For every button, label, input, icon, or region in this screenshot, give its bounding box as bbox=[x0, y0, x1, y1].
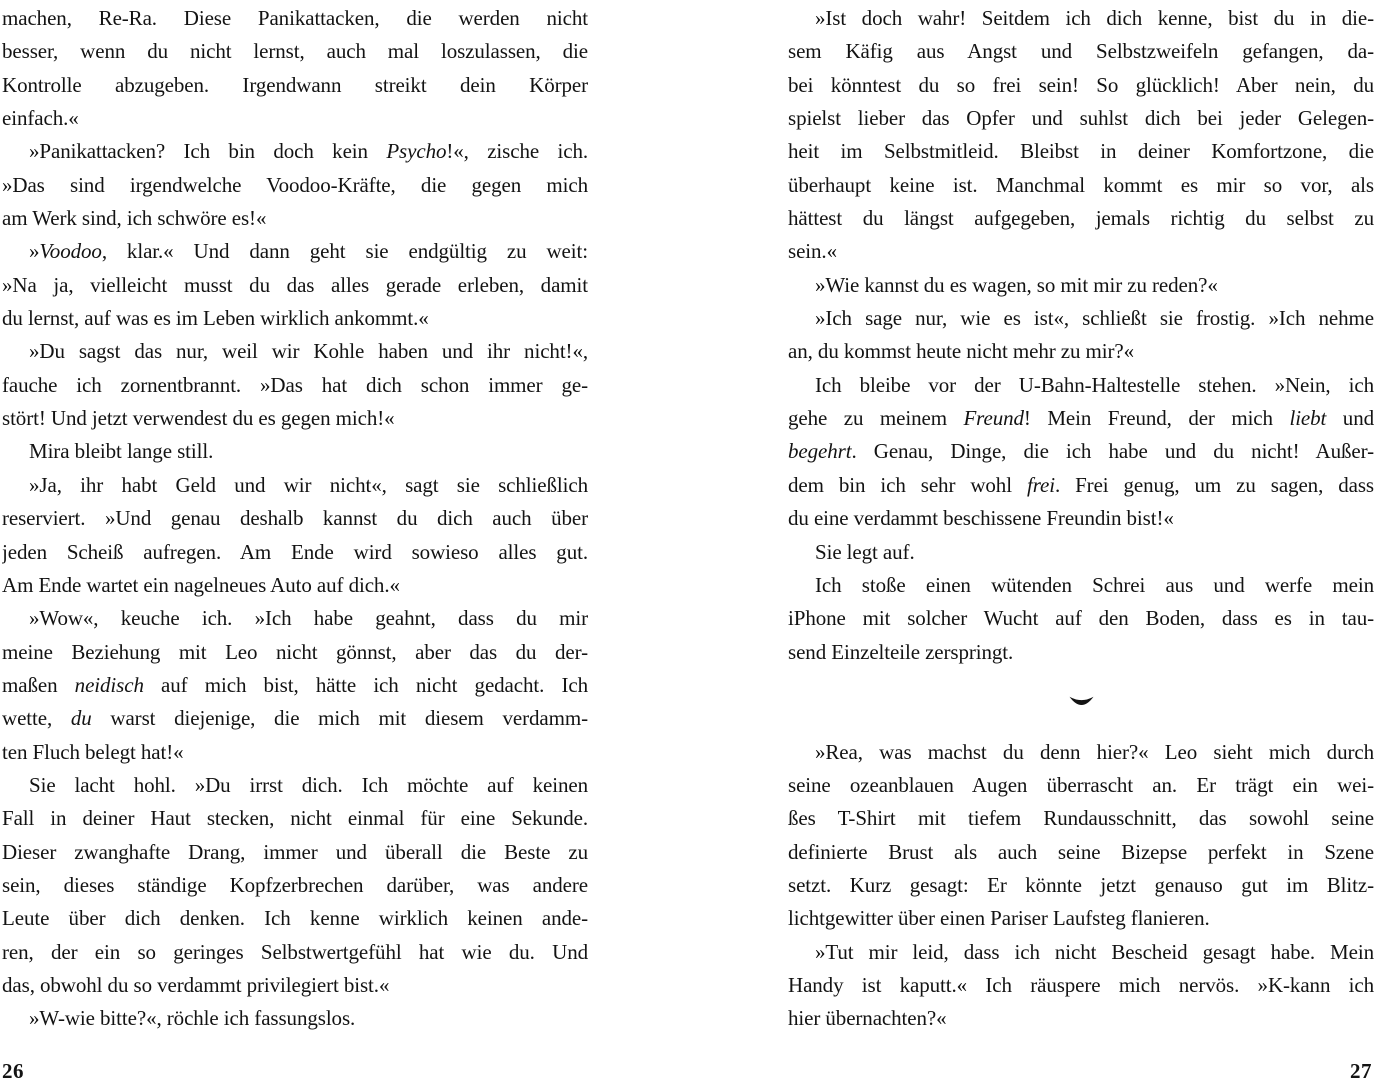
text-line: »Das sind irgendwelche Voodoo-Kräfte, die gegen mich bbox=[2, 172, 588, 197]
italic-text: liebt bbox=[1289, 406, 1327, 431]
text-line: begehrt. Genau, Dinge, die ich habe und du nicht! Außer- bbox=[788, 439, 1374, 464]
text-line: Ich stoße einen wütenden Schrei aus und werfe mein bbox=[815, 572, 1374, 597]
italic-text: begehrt bbox=[788, 439, 852, 464]
text-line: bei könntest du so frei sein! So glücklich! Aber nein, du bbox=[788, 72, 1374, 97]
text-line: du eine verdammt beschissene Freundin bist!« bbox=[788, 506, 1174, 531]
text-line: ten Fluch belegt hat!« bbox=[2, 739, 184, 764]
text-line: heit im Selbstmitleid. Bleibst in deiner Komfortzone, die bbox=[788, 139, 1374, 164]
text-line: einfach.« bbox=[2, 106, 79, 131]
text-line: stört! Und jetzt verwendest du es gegen mich!« bbox=[2, 406, 395, 431]
italic-text: frei bbox=[1026, 472, 1055, 497]
right-page-text-block bbox=[788, 2, 1374, 1036]
text-line: iPhone mit solcher Wucht auf den Boden, dass es in tau- bbox=[788, 606, 1374, 631]
text-line: Ich bleibe vor der U-Bahn-Haltestelle stehen. »Nein, ich bbox=[815, 372, 1374, 397]
text-line: Fall in deiner Haut stecken, nicht einmal für eine Sekunde. bbox=[2, 806, 588, 831]
italic-text: Voodoo bbox=[39, 239, 102, 264]
text-line: gehe zu meinem Freund! Mein Freund, der mich liebt und bbox=[788, 406, 1374, 431]
text-line: reserviert. »Und genau deshalb kannst du dich auch über bbox=[2, 506, 588, 531]
text-line: »Na ja, vielleicht musst du das alles gerade erleben, damit bbox=[2, 272, 588, 297]
text-line: maßen neidisch auf mich bist, hätte ich nicht gedacht. Ich bbox=[2, 672, 588, 697]
text-line: setzt. Kurz gesagt: Er könnte jetzt genauso gut im Blitz- bbox=[788, 872, 1374, 897]
text-line: seine ozeanblauen Augen überrascht an. Er trägt ein wei- bbox=[788, 772, 1374, 797]
crescent-ornament-icon bbox=[1068, 695, 1095, 709]
text-line: das, obwohl du so verdammt privilegiert bist.« bbox=[2, 972, 390, 997]
text-line: Sie lacht hohl. »Du irrst dich. Ich möchte auf keinen bbox=[29, 772, 588, 797]
text-line: besser, wenn du nicht lernst, auch mal loszulassen, die bbox=[2, 39, 588, 64]
text-line: »Rea, was machst du denn hier?« Leo sieht mich durch bbox=[815, 739, 1374, 764]
text-line: am Werk sind, ich schwöre es!« bbox=[2, 206, 267, 231]
text-line: meine Beziehung mit Leo nicht gönnst, aber das du der- bbox=[2, 639, 588, 664]
text-line: wette, du warst diejenige, die mich mit diesem verdamm- bbox=[2, 706, 588, 731]
text-line: »Ich sage nur, wie es ist«, schließt sie frostig. »Ich nehme bbox=[815, 306, 1374, 331]
text-line: definierte Brust als auch seine Bizepse perfekt in Szene bbox=[788, 839, 1374, 864]
text-line: an, du kommst heute nicht mehr zu mir?« bbox=[788, 339, 1135, 364]
text-line: ßes T-Shirt mit tiefem Rundausschnitt, das sowohl seine bbox=[788, 806, 1374, 831]
left-page-text-block bbox=[2, 2, 588, 1036]
text-line: lichtgewitter über einen Pariser Laufsteg flanieren. bbox=[788, 906, 1210, 931]
italic-text: du bbox=[70, 706, 92, 731]
text-line: »Tut mir leid, dass ich nicht Bescheid gesagt habe. Mein bbox=[815, 939, 1374, 964]
text-line: »Ja, ihr habt Geld und wir nicht«, sagt sie schließlich bbox=[29, 472, 588, 497]
text-line: machen, Re-Ra. Diese Panikattacken, die werden nicht bbox=[2, 6, 588, 30]
text-line: Leute über dich denken. Ich kenne wirklich keinen ande- bbox=[2, 906, 588, 931]
text-line: hier übernachten?« bbox=[788, 1006, 947, 1031]
text-line: ren, der ein so geringes Selbstwertgefühl hat wie du. Und bbox=[2, 939, 588, 964]
text-line: »Du sagst das nur, weil wir Kohle haben und ihr nicht!«, bbox=[29, 339, 588, 364]
text-line: »Ist doch wahr! Seitdem ich dich kenne, bist du in die- bbox=[815, 6, 1374, 30]
text-line: Sie legt auf. bbox=[815, 539, 915, 564]
text-line: Kontrolle abzugeben. Irgendwann streikt dein Körper bbox=[2, 72, 588, 97]
italic-text: neidisch bbox=[74, 672, 144, 697]
section-break bbox=[788, 669, 1374, 736]
text-line: »Panikattacken? Ich bin doch kein Psycho!«, zische ich. bbox=[29, 139, 588, 164]
italic-text: Psycho bbox=[386, 139, 447, 164]
page-number-left: 26 bbox=[2, 1059, 24, 1083]
text-line: überhaupt keine ist. Manchmal kommt es mir so vor, als bbox=[788, 172, 1374, 197]
text-line: »W-wie bitte?«, röchle ich fassungslos. bbox=[29, 1006, 356, 1031]
text-line: »Wow«, keuche ich. »Ich habe geahnt, dass du mir bbox=[29, 606, 588, 631]
text-line: »Wie kannst du es wagen, so mit mir zu reden?« bbox=[815, 272, 1218, 297]
text-line: send Einzelteile zerspringt. bbox=[788, 639, 1014, 664]
italic-text: Freund bbox=[963, 406, 1024, 431]
text-line: hättest du längst aufgegeben, jemals richtig du selbst zu bbox=[788, 206, 1374, 231]
page-number-right: 27 bbox=[1350, 1059, 1372, 1083]
text-line: jeden Scheiß aufregen. Am Ende wird sowieso alles gut. bbox=[2, 539, 588, 564]
text-line: fauche ich zornentbrannt. »Das hat dich schon immer ge- bbox=[2, 372, 588, 397]
text-line: »Voodoo, klar.« Und dann geht sie endgültig zu weit: bbox=[29, 239, 588, 264]
text-line: Am Ende wartet ein nagelneues Auto auf dich.« bbox=[2, 572, 400, 597]
text-line: sein.« bbox=[788, 239, 837, 264]
text-line: sein, dieses ständige Kopfzerbrechen darüber, was andere bbox=[2, 872, 588, 897]
text-line: sem Käfig aus Angst und Selbstzweifeln gefangen, da- bbox=[788, 39, 1374, 64]
text-line: Dieser zwanghafte Drang, immer und überall die Beste zu bbox=[2, 839, 588, 864]
text-line: Handy ist kaputt.« Ich räuspere mich nervös. »K-kann ich bbox=[788, 972, 1374, 997]
text-line: dem bin ich sehr wohl frei. Frei genug, um zu sagen, dass bbox=[788, 472, 1374, 497]
text-line: du lernst, auf was es im Leben wirklich ankommt.« bbox=[2, 306, 429, 331]
text-line: spielst lieber das Opfer und suhlst dich bei jeder Gelegen- bbox=[788, 106, 1374, 131]
text-line: Mira bleibt lange still. bbox=[29, 439, 214, 464]
